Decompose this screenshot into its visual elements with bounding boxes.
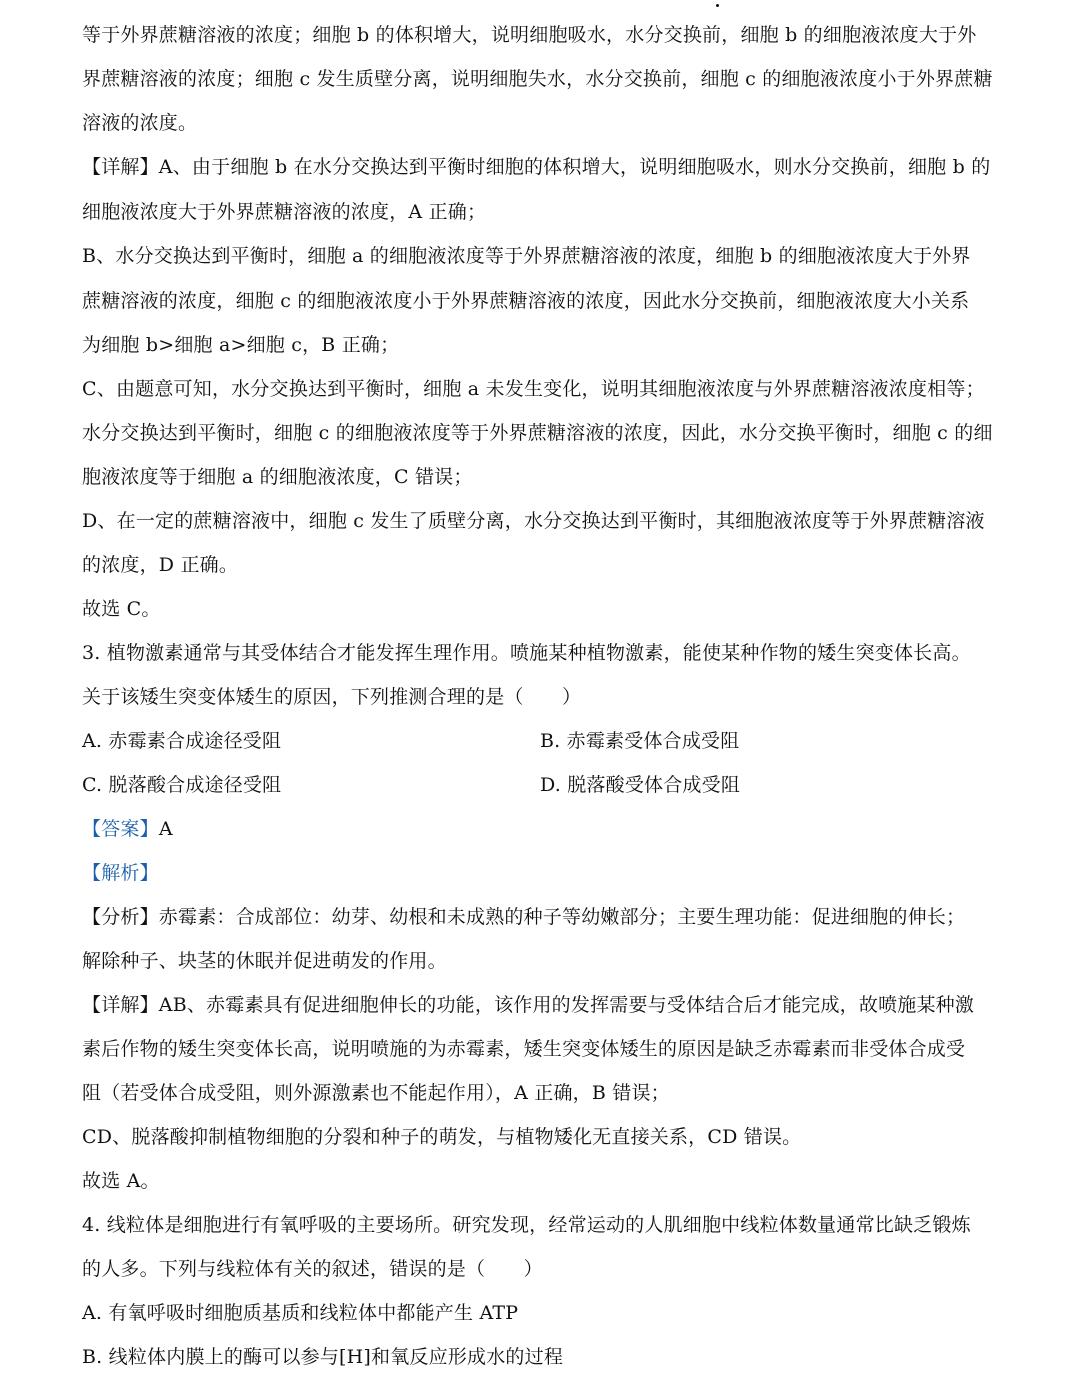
- text-line: 蔗糖溶液的浓度，细胞 c 的细胞液浓度小于外界蔗糖溶液的浓度，因此水分交换前，细胞液浓度大小关系: [82, 290, 970, 312]
- question-3-stem: 关于该矮生突变体矮生的原因，下列推测合理的是（ ）: [82, 686, 582, 708]
- option-a: A. 赤霉素合成途径受阻: [82, 730, 282, 752]
- option-a: A. 有氧呼吸时细胞质基质和线粒体中都能产生 ATP: [82, 1302, 519, 1324]
- analysis-label: 【解析】: [82, 862, 159, 884]
- question-3-stem: 3. 植物激素通常与其受体结合才能发挥生理作用。喷施某种植物激素，能使某种作物的矮生突变体长高。: [82, 642, 971, 664]
- option-c: C. 脱落酸合成途径受阻: [82, 774, 282, 796]
- text-line: 为细胞 b>细胞 a>细胞 c，B 正确；: [82, 334, 400, 356]
- text-line: 细胞液浓度大于外界蔗糖溶液的浓度，A 正确；: [82, 201, 487, 223]
- question-4-stem: 的人多。下列与线粒体有关的叙述，错误的是（ ）: [82, 1258, 543, 1280]
- text-line: 故选 C。: [82, 598, 161, 620]
- text-line: 等于外界蔗糖溶液的浓度；细胞 b 的体积增大，说明细胞吸水，水分交换前，细胞 b 的细胞液浓度大于外: [82, 24, 977, 46]
- text-line: B、水分交换达到平衡时，细胞 a 的细胞液浓度等于外界蔗糖溶液的浓度，细胞 b 的细胞液浓度大于外界: [82, 245, 971, 267]
- text-line: 水分交换达到平衡时，细胞 c 的细胞液浓度等于外界蔗糖溶液的浓度，因此，水分交换平衡时，细胞 c 的细: [82, 422, 993, 444]
- text-line: 解除种子、块茎的休眠并促进萌发的作用。: [82, 950, 447, 972]
- option-d: D. 脱落酸受体合成受阻: [540, 774, 741, 796]
- text-line: CD、脱落酸抑制植物细胞的分裂和种子的萌发，与植物矮化无直接关系，CD 错误。: [82, 1126, 802, 1148]
- text-line: 【详解】A、由于细胞 b 在水分交换达到平衡时细胞的体积增大，说明细胞吸水，则水分交换前，细胞 b 的: [82, 156, 991, 178]
- question-4-stem: 4. 线粒体是细胞进行有氧呼吸的主要场所。研究发现，经常运动的人肌细胞中线粒体数量通常比缺乏锻炼: [82, 1214, 971, 1236]
- answer-line: [82, 816, 173, 842]
- text-line: 的浓度，D 正确。: [82, 554, 239, 576]
- text-line: 胞液浓度等于细胞 a 的细胞液浓度，C 错误；: [82, 466, 473, 488]
- text-line: 阻（若受体合成受阻，则外源激素也不能起作用），A 正确，B 错误；: [82, 1082, 670, 1104]
- text-line: 【详解】AB、赤霉素具有促进细胞伸长的功能，该作用的发挥需要与受体结合后才能完成，故喷施某种激: [82, 994, 975, 1016]
- text-line: 【分析】赤霉素：合成部位：幼芽、幼根和未成熟的种子等幼嫩部分；主要生理功能：促进细胞的伸长；: [82, 906, 966, 928]
- text-line: 界蔗糖溶液的浓度；细胞 c 发生质壁分离，说明细胞失水，水分交换前，细胞 c 的细胞液浓度小于外界蔗糖: [82, 68, 993, 90]
- text-line: D、在一定的蔗糖溶液中，细胞 c 发生了质壁分离，水分交换达到平衡时，其细胞液浓度等于外界蔗糖溶液: [82, 510, 985, 532]
- text-line: C、由题意可知，水分交换达到平衡时，细胞 a 未发生变化，说明其细胞液浓度与外界蔗糖溶液浓度相等；: [82, 378, 985, 400]
- stray-dot-mark: [716, 4, 719, 7]
- text-line: 素后作物的矮生突变体长高，说明喷施的为赤霉素，矮生突变体矮生的原因是缺乏赤霉素而非受体合成受: [82, 1038, 966, 1060]
- answer-value: A: [158, 818, 173, 840]
- option-b: B. 线粒体内膜上的酶可以参与[H]和氧反应形成水的过程: [82, 1346, 564, 1368]
- text-line: 故选 A。: [82, 1170, 160, 1192]
- text-line: 溶液的浓度。: [82, 112, 198, 134]
- answer-label: 【答案】: [82, 818, 159, 840]
- option-b: B. 赤霉素受体合成受阻: [540, 730, 740, 752]
